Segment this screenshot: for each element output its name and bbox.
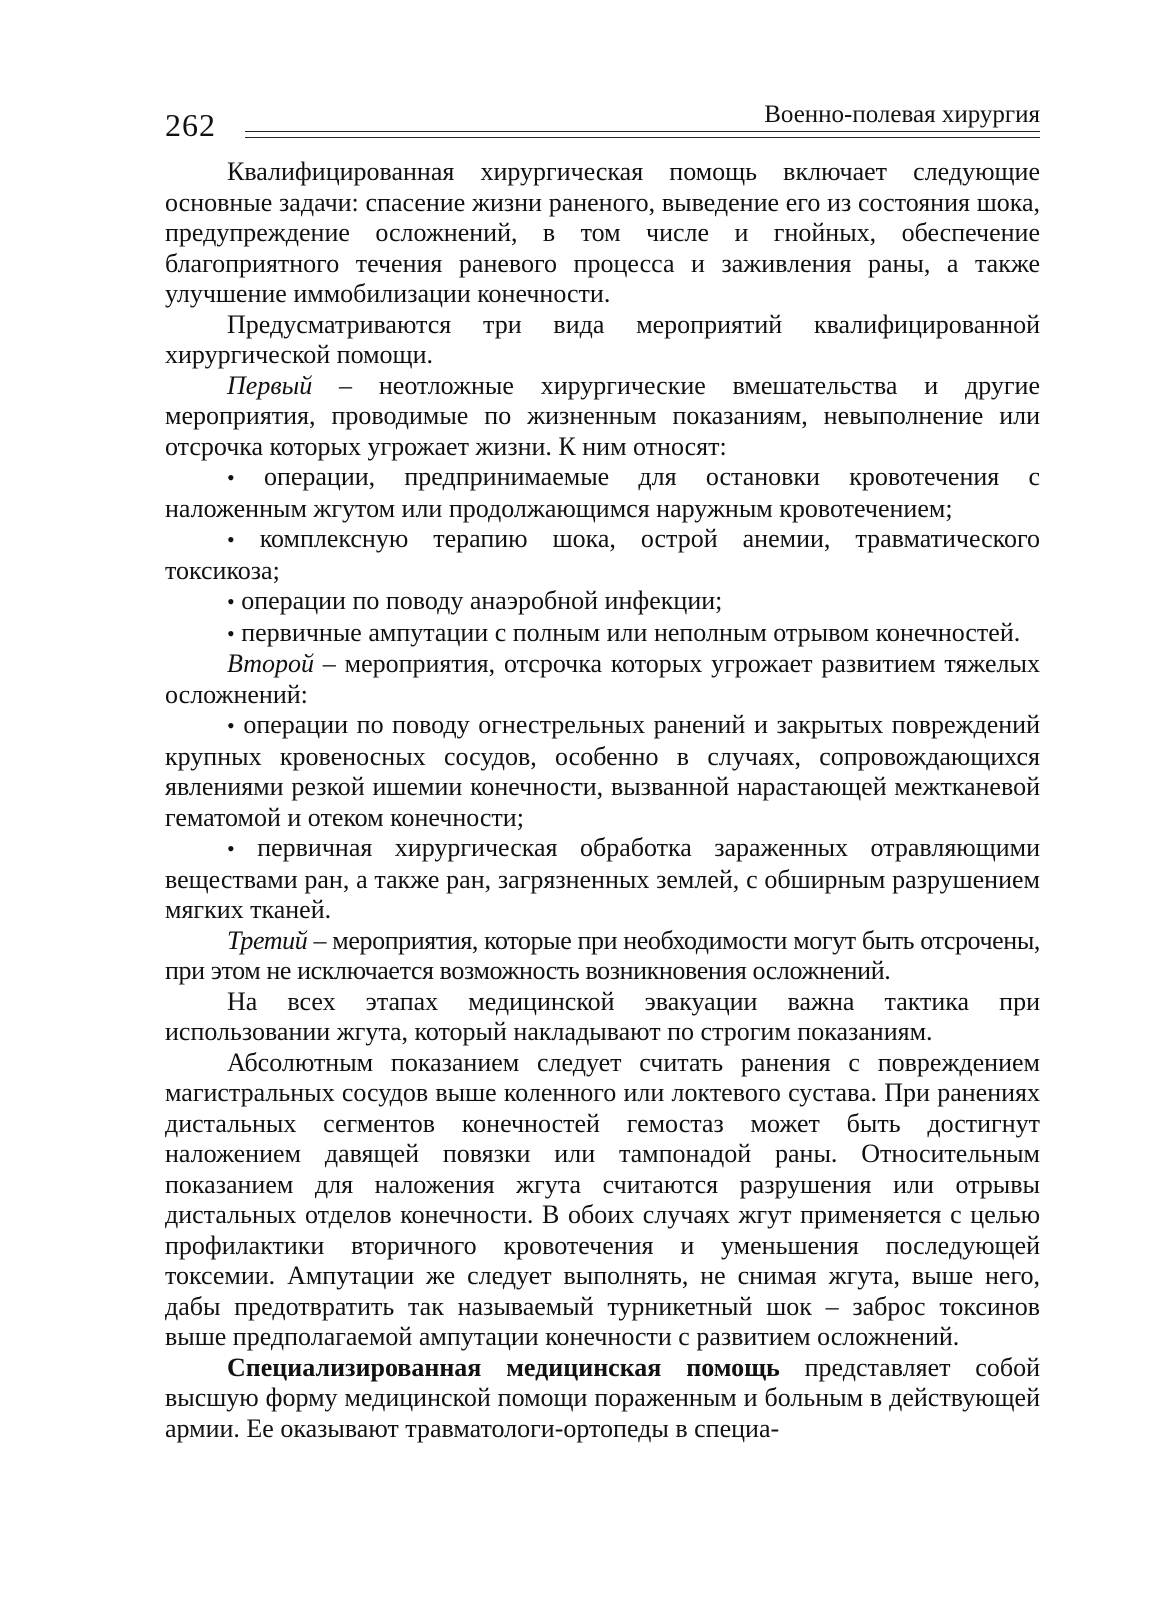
running-title: Военно-полевая хирургия [764,101,1040,128]
bullet-icon: • [227,465,235,490]
header-rule-top [245,131,1040,132]
term-first: Первый [227,370,313,400]
bullet-icon: • [227,620,235,646]
paragraph-tourniquet-tactics: На всех этапах медицинской эвакуации важна тактика при использовании жгута, который накладывают по строгим показаниям. [165,986,1040,1046]
bullet-icon: • [227,589,235,614]
term-second: Второй [227,649,314,678]
paragraph-specialized-care: Специализированная медицинская помощь представляет собой высшую форму медицинской помощи пораженным и больным в действующей армии. Ее оказывают травматологи-ортопеды в специа- [165,1352,1040,1443]
page-body [165,157,1040,1444]
paragraph-qualified-care-tasks: Квалифицированная хирургическая помощь включает следующие основные задачи: спасение жизни раненого, выведение его из состояния шока, предупреждение осложнений, в том числе и гнойных, обеспечение благоприятного течения раневого процесса и заживления раны, а также улучшение иммобилизации конечности. [165,157,1040,308]
bullet-icon: • [227,836,235,861]
bullet-icon: • [227,713,235,738]
paragraph-first-type: Первый – неотложные хирургические вмешательства и другие мероприятия, проводимые по жизненным показаниям, невыполнение или отсрочка которых угрожает жизни. К ним относят: [165,370,1040,461]
paragraph-third-type: Третий – мероприятия, которые при необходимости могут быть отсрочены, при этом не исключается возможность возникновения осложнений. [165,925,1040,985]
paragraph-absolute-indication: Абсолютным показанием следует считать ранения с повреждением магистральных сосудов выше коленного или локтевого сустава. При ранениях дистальных сегментов конечностей гемостаз может быть достигнут наложением давящей повязки или тампонадой раны. Относительным показанием для наложения жгута считаются разрушения или отрывы дистальных отделов конечности. В обоих случаях жгут применяется с целью профилактики вторичного кровотечения и уменьшения последующей токсемии. Ампутации же следует выполнять, не снимая жгута, выше него, дабы предотвратить так называемый турникетный шок – заброс токсинов выше предполагаемой ампутации конечности с развитием осложнений. [165,1047,1040,1351]
list-item: • комплексную терапию шока, острой анемии, травматического токсикоза; [165,524,1041,585]
bullet-icon: • [227,527,235,552]
book-page [165,95,1040,1444]
page-header [165,95,1040,157]
term-specialized-care: Специализированная медицинская помощь [227,1352,780,1382]
term-third: Третий [227,925,308,955]
paragraph-second-type: Второй – мероприятия, отсрочка которых угрожает развитием тяжелых осложнений: [165,649,1040,709]
paragraph-three-types: Предусматриваются три вида мероприятий квалифицированной хирургической помощи. [165,309,1040,369]
list-item: • первичные ампутации с полным или неполным отрывом конечностей. [227,617,1021,647]
list-item: • операции, предпринимаемые для остановки кровотечения с наложенным жгутом или продолжающимся наружным кровотечением; [165,462,1040,523]
page-number: 262 [165,107,216,143]
list-item: • первичная хирургическая обработка зараженных отравляющими веществами ран, а также ран, загрязненных землей, с обширным разрушением мягких тканей. [165,833,1040,924]
list-item: • операции по поводу огнестрельных ранений и закрытых повреждений крупных кровеносных сосудов, особенно в случаях, сопровождающихся явлениями резкой ишемии конечности, вызванной нарастающей межтканевой гематомой и отеком конечности; [165,710,1041,832]
list-item: • операции по поводу анаэробной инфекции; [227,586,723,615]
header-rule-bottom [245,137,1040,138]
